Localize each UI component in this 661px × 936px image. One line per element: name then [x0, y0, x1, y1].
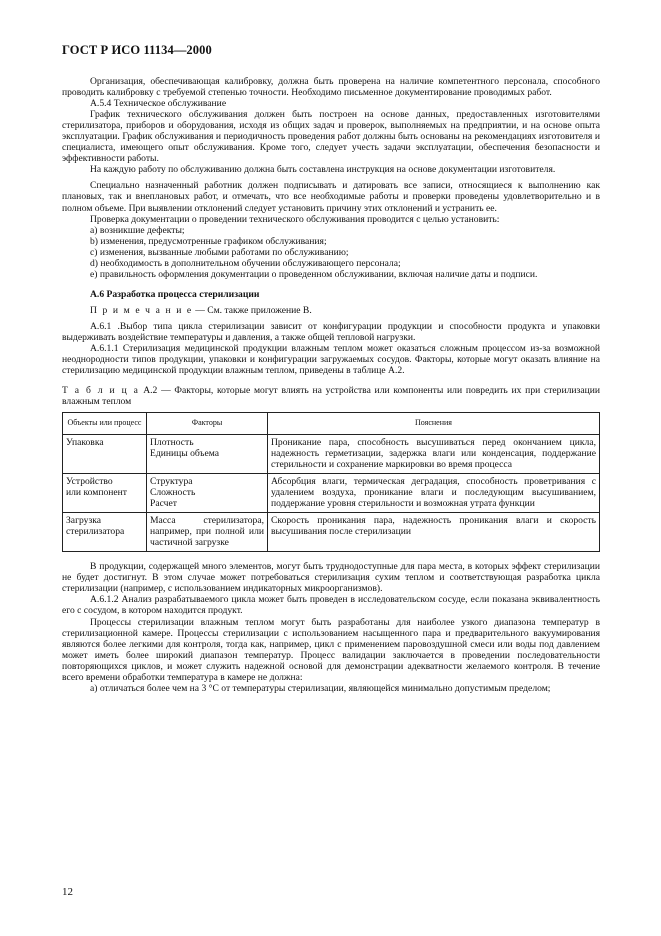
paragraph-documentation-check: Проверка документации о проведении технического обслуживания проводится с целью установить: — [90, 213, 500, 225]
factors-table — [62, 412, 600, 552]
cell-factors: Плотность Единицы объема — [147, 435, 268, 474]
table-row — [63, 513, 600, 552]
list-item: c) изменения, вызванные любыми работами по обслуживанию; — [90, 246, 349, 258]
list-item: е) правильность оформления документации о проведенном обслуживании, включая наличие даты и подписи. — [90, 268, 538, 280]
paragraph-calibration-org: Организация, обеспечивающая калибровку, должна быть проверена на наличие компетентного персонала, способного проводить калибровку с требуемой степенью точности. Необходимо письменное документирование проводимых работ. — [62, 76, 600, 99]
cell-explanation: Проникание пара, способность высушиваться перед окончанием цикла, надежность герметизации, задержка влаги или конденсация, поддержание стерильности и сохранение маркировки во время процесса — [268, 435, 600, 474]
cell-object: Загрузка стерилизатора — [63, 513, 147, 552]
paragraph-records: Специально назначенный работник должен подписывать и датировать все записи, относящиеся к выполнению как плановых, так и внеплановых работ, и отмечать, что все необходимые работы и проверки проведены удовлетворительно и в полном объеме. При выявлении отклонений следует установить причину этих отклонений и устранить ее. — [62, 180, 600, 214]
table-caption — [62, 385, 600, 407]
subsection-a54-title: А.5.4 Техническое обслуживание — [90, 98, 227, 110]
paragraph-processes: Процессы стерилизации влажным теплом могут быть разработаны для наиболее узкого диапазона температур в стерилизационной камере. Процессы стерилизации с использованием насыщенного пара и предварительного вакуумирования являются более легкими для контроля, тогда как, например, цикл с применением паровоздушной смеси или воды под давлением может иметь более широкий диапазон температур. Процесс валидации заключается в проведении последовательности повторяющихся циклов, и может служить надежной основой для демонстрации адекватности желаемого контроля. В течение всего времени обработки температура в камере не должна: — [62, 616, 600, 683]
list-item: d) необходимость в дополнительном обучении обслуживающего персонала; — [90, 257, 401, 269]
paragraph-a612: А.6.1.2 Анализ разрабатываемого цикла может быть проведен в исследовательском сосуде, если показана эквивалентность его с сосудом, в котором находится продукт. — [62, 594, 600, 617]
header-objects: Объекты или процесс — [63, 413, 147, 435]
table-header-row — [63, 413, 600, 435]
paragraph-multi-element: В продукции, содержащей много элементов, могут быть труднодоступные для пара места, в которых эффект стерилизации не будет достигнут. В этом случае может потребоваться стерилизация сухим теплом и соответствующая разработка цикла стерилизации (например, с использованием индикаторных микроорганизмов). — [62, 561, 600, 595]
page-number: 12 — [62, 886, 73, 898]
cell-explanation: Скорость проникания пара, надежность проникания влаги и скорость высушивания после стерилизации — [268, 513, 600, 552]
header-explanations: Пояснения — [268, 413, 600, 435]
table-caption-text: А.2 — Факторы, которые могут влиять на устройства или компоненты или повредить их при стерилизации влажным теплом — [62, 385, 600, 408]
list-item: а) возникшие дефекты; — [90, 224, 185, 236]
paragraph-a61: А.6.1 .Выбор типа цикла стерилизации зависит от конфигурации продукции и способности продукта и упаковки выдерживать воздействие температуры и давления, а также общей тепловой нагрузки. — [62, 320, 600, 343]
paragraph-maintenance-instruction: На каждую работу по обслуживанию должна быть составлена инструкция на основе документации изготовителя. — [90, 164, 556, 176]
paragraph-temperature-limit: а) отличаться более чем на 3 °С от температуры стерилизации, являющейся минимально допустимым пределом; — [90, 682, 551, 694]
table-row — [63, 435, 600, 474]
cell-object: Устройство или компонент — [63, 474, 147, 513]
cell-factors: Масса стерилизатора, например, при полной или частичной загрузке — [147, 513, 268, 552]
header-factors: Факторы — [147, 413, 268, 435]
section-a6-heading: А.6 Разработка процесса стерилизации — [90, 288, 260, 300]
note — [62, 305, 600, 316]
cell-factors: Структура Сложность Расчет — [147, 474, 268, 513]
note-label: П р и м е ч а н и е — [90, 304, 193, 316]
page-content — [62, 76, 600, 694]
table-row — [63, 474, 600, 513]
standard-header: ГОСТ Р ИСО 11134—2000 — [62, 43, 212, 57]
table-caption-label: Т а б л и ц а — [62, 385, 140, 397]
list-item: b) изменения, предусмотренные графиком обслуживания; — [90, 235, 327, 247]
cell-object: Упаковка — [63, 435, 147, 474]
cell-explanation: Абсорбция влаги, термическая деградация, способность проветривания с удалением воздуха, проникание влаги и последующим высушиванием, поддержание уровня стерильности и возможная утрата функции — [268, 474, 600, 513]
check-list — [62, 225, 600, 280]
note-text: — См. также приложение В. — [192, 304, 312, 316]
paragraph-a611: А.6.1.1 Стерилизация медицинской продукции влажным теплом может оказаться сложным процессом из-за возможной неоднородности типов продукции, упаковки и конфигурации загружаемых сосудов. Факторы, которые могут оказать влияние на стерилизацию медицинской продукции влажным теплом, приведены в таблице А.2. — [62, 343, 600, 377]
paragraph-maintenance-schedule: График технического обслуживания должен быть построен на основе данных, предоставленных изготовителями стерилизатора, приборов и оборудования, исходя из общих задач и проверок, выполняемых на предприятии, и на основе опыта эксплуатации. График обслуживания и периодичность проведения работ должны быть основаны на рекомендациях изготовителя и специалиста, имеющего опыт обслуживания. Кроме того, следует учесть задачи эксплуатации, обеспечения безопасности и эффективности работы. — [62, 109, 600, 165]
